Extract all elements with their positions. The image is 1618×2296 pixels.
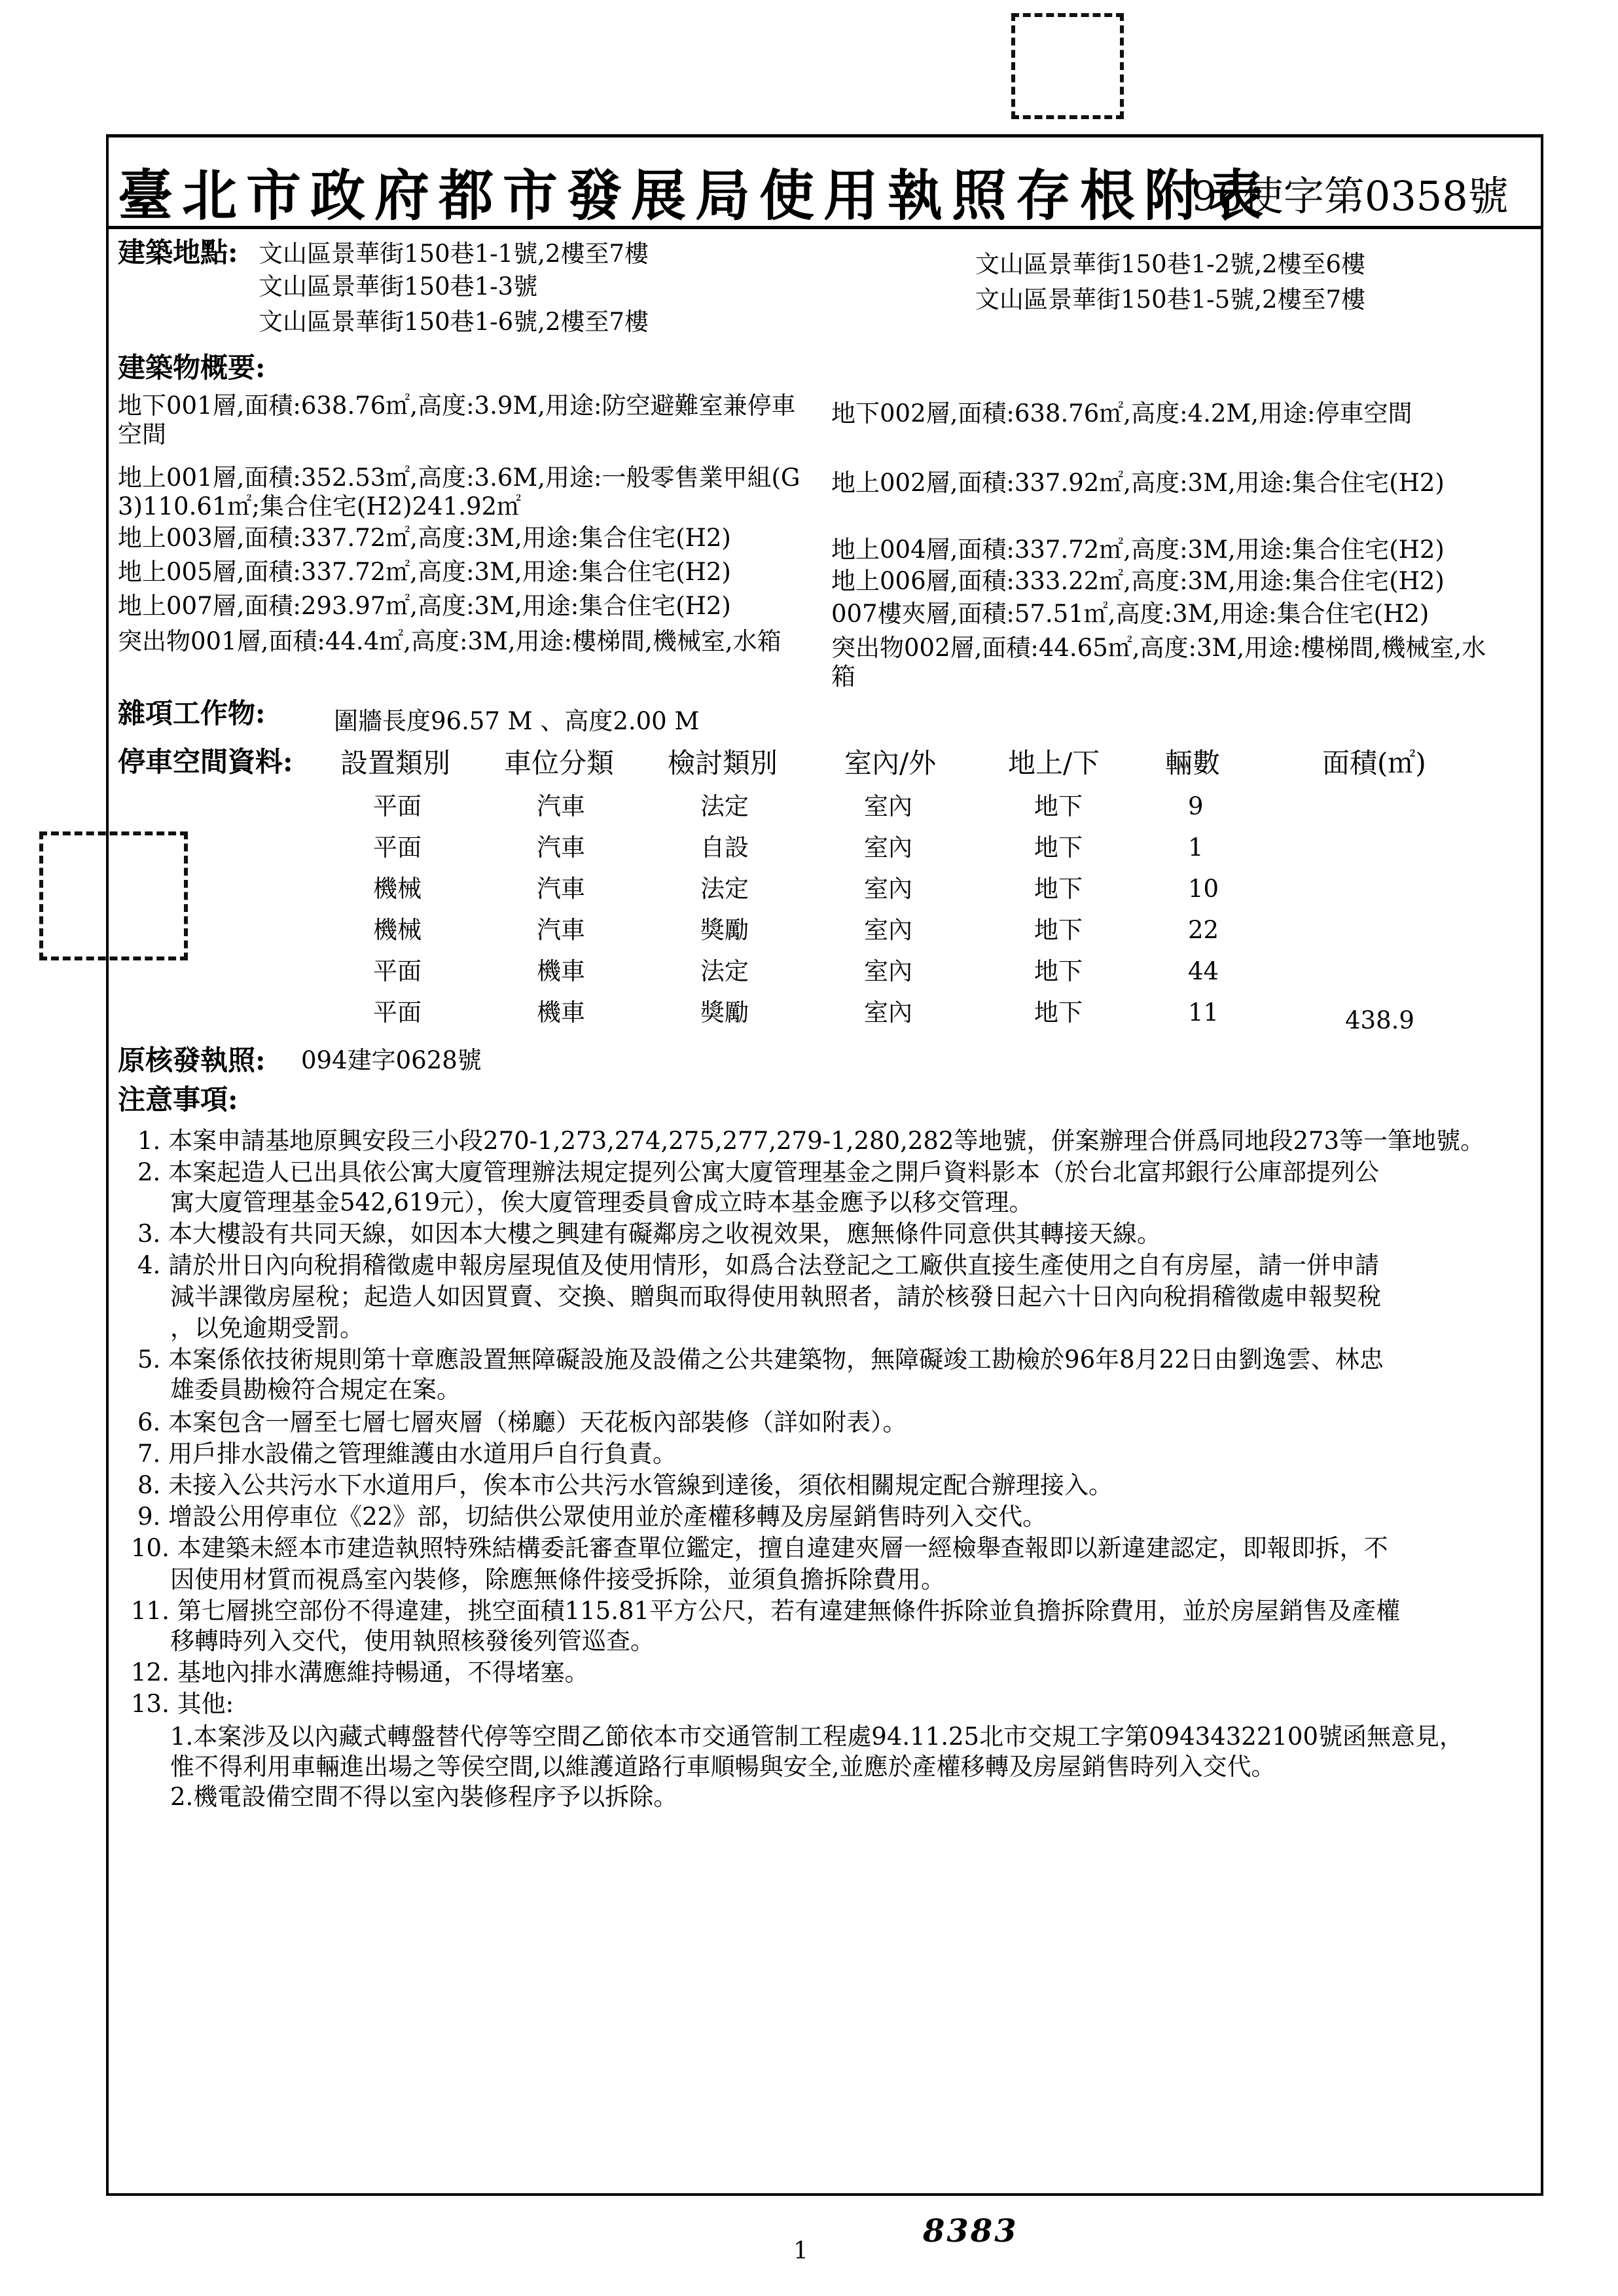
parking-cell-indoor: 室內 <box>864 875 912 903</box>
original-permit-label: 原核發執照: <box>118 1044 266 1076</box>
parking-cell-category: 機車 <box>537 998 585 1027</box>
note-line: 11. 第七層挑空部份不得違建，挑空面積115.81平方公尺，若有違建無條件拆除並負擔拆除費用，並於房屋銷售及產權 <box>131 1597 1401 1625</box>
parking-cell-count: 11 <box>1188 998 1219 1027</box>
page-number: 1 <box>793 2238 808 2265</box>
location-left-2: 文山區景華街150巷1-3號 <box>259 272 538 301</box>
building-f1-line1: 地上001層,面積:352.53㎡,高度:3.6M,用途:一般零售業甲組(G <box>118 464 800 492</box>
parking-cell-type: 平面 <box>373 998 422 1027</box>
parking-cell-indoor: 室內 <box>864 957 912 985</box>
location-label: 建築地點: <box>118 236 238 268</box>
parking-header-area: 面積(㎡) <box>1322 747 1426 779</box>
parking-cell-review: 獎勵 <box>700 998 749 1027</box>
parking-cell-level: 地下 <box>1034 875 1083 903</box>
parking-header-category: 車位分類 <box>504 747 615 779</box>
parking-cell-count: 10 <box>1188 875 1219 903</box>
building-b1-line1: 地下001層,面積:638.76㎡,高度:3.9M,用途:防空避難室兼停車 <box>118 392 796 420</box>
note-line: 減半課徵房屋稅；起造人如因買賣、交換、贈與而取得使用執照者，請於核發日起六十日內向稅捐稽徵處申報契稅 <box>170 1283 1381 1311</box>
note-line: ，以免逾期受罰。 <box>170 1314 364 1342</box>
parking-cell-count: 22 <box>1188 916 1219 944</box>
note-line: 5. 本案係依技術規則第十章應設置無障礙設施及設備之公共建築物，無障礙竣工勘檢於96年8月22日由劉逸雲、林忠 <box>137 1345 1384 1374</box>
note-line: 惟不得利用車輛進出場之等侯空間,以維護道路行車順暢與安全,並應於產權移轉及房屋銷售時列入交代。 <box>170 1753 1276 1781</box>
misc-value: 圍牆長度96.57 M 、高度2.00 M <box>334 707 700 735</box>
serial-number: 8383 <box>923 2213 1018 2250</box>
parking-cell-review: 自設 <box>700 833 749 862</box>
location-left-3: 文山區景華街150巷1-6號,2樓至7樓 <box>259 308 649 336</box>
building-f6: 地上006層,面積:333.22㎡,高度:3M,用途:集合住宅(H2) <box>831 567 1445 595</box>
note-line: 移轉時列入交代，使用執照核發後列管巡查。 <box>170 1627 655 1655</box>
building-b1-line2: 空間 <box>118 420 166 448</box>
note-line: 13. 其他: <box>131 1690 234 1718</box>
building-r2-line2: 箱 <box>831 663 855 691</box>
parking-cell-level: 地下 <box>1034 792 1083 820</box>
parking-cell-review: 法定 <box>700 792 749 820</box>
building-label: 建築物概要: <box>118 352 266 384</box>
parking-cell-type: 平面 <box>373 833 422 862</box>
misc-label: 雜項工作物: <box>118 697 266 729</box>
note-line: 寓大廈管理基金542,619元），俟大廈管理委員會成立時本基金應予以移交管理。 <box>170 1188 1034 1216</box>
parking-cell-category: 汽車 <box>537 875 585 903</box>
note-line: 2.機電設備空間不得以室內裝修程序予以拆除。 <box>170 1783 678 1811</box>
parking-cell-indoor: 室內 <box>864 916 912 944</box>
parking-cell-type: 平面 <box>373 957 422 985</box>
parking-cell-category: 汽車 <box>537 916 585 944</box>
parking-header-indoor: 室內/外 <box>844 747 937 779</box>
note-line: 2. 本案起造人已出具依公寓大廈管理辦法規定提列公寓大廈管理基金之開戶資料影本（於台北富邦銀行公庫部提列公 <box>137 1158 1380 1186</box>
parking-header-count: 輛數 <box>1165 747 1221 779</box>
parking-cell-count: 1 <box>1188 833 1204 862</box>
note-line: 1. 本案申請基地原興安段三小段270-1,273,274,275,277,279-1,280,282等地號，併案辦理合併爲同地段273等一筆地號。 <box>137 1127 1485 1155</box>
location-right-2: 文山區景華街150巷1-5號,2樓至7樓 <box>975 285 1366 314</box>
note-line: 4. 請於卅日內向稅捐稽徵處申報房屋現值及使用情形，如爲合法登記之工廠供直接生產使用之自有房屋，請一併申請 <box>137 1251 1380 1279</box>
parking-cell-type: 機械 <box>373 916 422 944</box>
note-line: 1.本案涉及以內藏式轉盤替代停等空間乙節依本市交通管制工程處94.11.25北市交規工字第09434322100號函無意見， <box>170 1722 1464 1751</box>
parking-cell-area: 438.9 <box>1345 1006 1414 1034</box>
parking-header-type: 設置類別 <box>340 747 451 779</box>
parking-cell-type: 平面 <box>373 792 422 820</box>
parking-cell-level: 地下 <box>1034 957 1083 985</box>
parking-header-review: 檢討類別 <box>668 747 778 779</box>
seal-stamp-left <box>39 831 188 960</box>
parking-label: 停車空間資料: <box>118 746 293 778</box>
permit-number: 96使字第0358號 <box>1191 172 1509 220</box>
parking-cell-category: 機車 <box>537 957 585 985</box>
parking-cell-count: 9 <box>1188 792 1204 820</box>
building-f7: 地上007層,面積:293.97㎡,高度:3M,用途:集合住宅(H2) <box>118 592 731 620</box>
building-b2: 地下002層,面積:638.76㎡,高度:4.2M,用途:停車空間 <box>831 399 1412 428</box>
note-line: 3. 本大樓設有共同天線，如因本大樓之興建有礙鄰房之收視效果，應無條件同意供其轉接天線。 <box>137 1220 1162 1248</box>
building-r1: 突出物001層,面積:44.4㎡,高度:3M,用途:樓梯間,機械室,水箱 <box>118 627 782 655</box>
note-line: 9. 增設公用停車位《22》部，切結供公眾使用並於產權移轉及房屋銷售時列入交代。 <box>137 1503 1047 1531</box>
original-permit-value: 094建字0628號 <box>301 1046 482 1074</box>
note-line: 因使用材質而視爲室內裝修，除應無條件接受拆除，並須負擔拆除費用。 <box>170 1565 945 1594</box>
note-line: 8. 未接入公共污水下水道用戶，俟本市公共污水管線到達後，須依相關規定配合辦理接入。 <box>137 1471 1113 1499</box>
note-line: 12. 基地內排水溝應維持暢通，不得堵塞。 <box>131 1658 589 1686</box>
note-line: 雄委員勘檢符合規定在案。 <box>170 1376 461 1404</box>
note-line: 7. 用戶排水設備之管理維護由水道用戶自行負責。 <box>137 1440 677 1468</box>
parking-cell-level: 地下 <box>1034 998 1083 1027</box>
building-r2-line1: 突出物002層,面積:44.65㎡,高度:3M,用途:樓梯間,機械室,水 <box>831 634 1486 662</box>
note-line: 6. 本案包含一層至七層七層夾層（梯廳）天花板內部裝修（詳如附表）。 <box>137 1408 907 1436</box>
seal-stamp-top <box>1011 13 1124 119</box>
note-line: 10. 本建築未經本市建造執照特殊結構委託審查單位鑑定，擅自違建夾層一經檢舉查報即以新違建認定，即報即拆，不 <box>131 1534 1388 1562</box>
parking-cell-category: 汽車 <box>537 792 585 820</box>
parking-cell-review: 法定 <box>700 957 749 985</box>
building-f4: 地上004層,面積:337.72㎡,高度:3M,用途:集合住宅(H2) <box>831 536 1445 564</box>
location-left-1: 文山區景華街150巷1-1號,2樓至7樓 <box>259 240 649 268</box>
building-f5: 地上005層,面積:337.72㎡,高度:3M,用途:集合住宅(H2) <box>118 558 731 586</box>
parking-cell-review: 法定 <box>700 875 749 903</box>
parking-cell-review: 獎勵 <box>700 916 749 944</box>
building-f2: 地上002層,面積:337.92㎡,高度:3M,用途:集合住宅(H2) <box>831 469 1445 497</box>
parking-cell-level: 地下 <box>1034 833 1083 862</box>
parking-cell-type: 機械 <box>373 875 422 903</box>
notes-label: 注意事項: <box>118 1084 238 1116</box>
building-f3: 地上003層,面積:337.72㎡,高度:3M,用途:集合住宅(H2) <box>118 524 731 552</box>
parking-header-level: 地上/下 <box>1008 747 1100 779</box>
building-f1-line2: 3)110.61㎡;集合住宅(H2)241.92㎡ <box>118 492 522 520</box>
document-title: 臺北市政府都市發展局使用執照存根附表 <box>118 163 1273 228</box>
parking-cell-level: 地下 <box>1034 916 1083 944</box>
parking-cell-indoor: 室內 <box>864 998 912 1027</box>
parking-cell-indoor: 室內 <box>864 792 912 820</box>
building-f7-mezzanine: 007樓夾層,面積:57.51㎡,高度:3M,用途:集合住宅(H2) <box>831 600 1429 628</box>
parking-cell-indoor: 室內 <box>864 833 912 862</box>
parking-cell-category: 汽車 <box>537 833 585 862</box>
parking-cell-count: 44 <box>1188 957 1219 985</box>
location-right-1: 文山區景華街150巷1-2號,2樓至6樓 <box>975 250 1366 278</box>
